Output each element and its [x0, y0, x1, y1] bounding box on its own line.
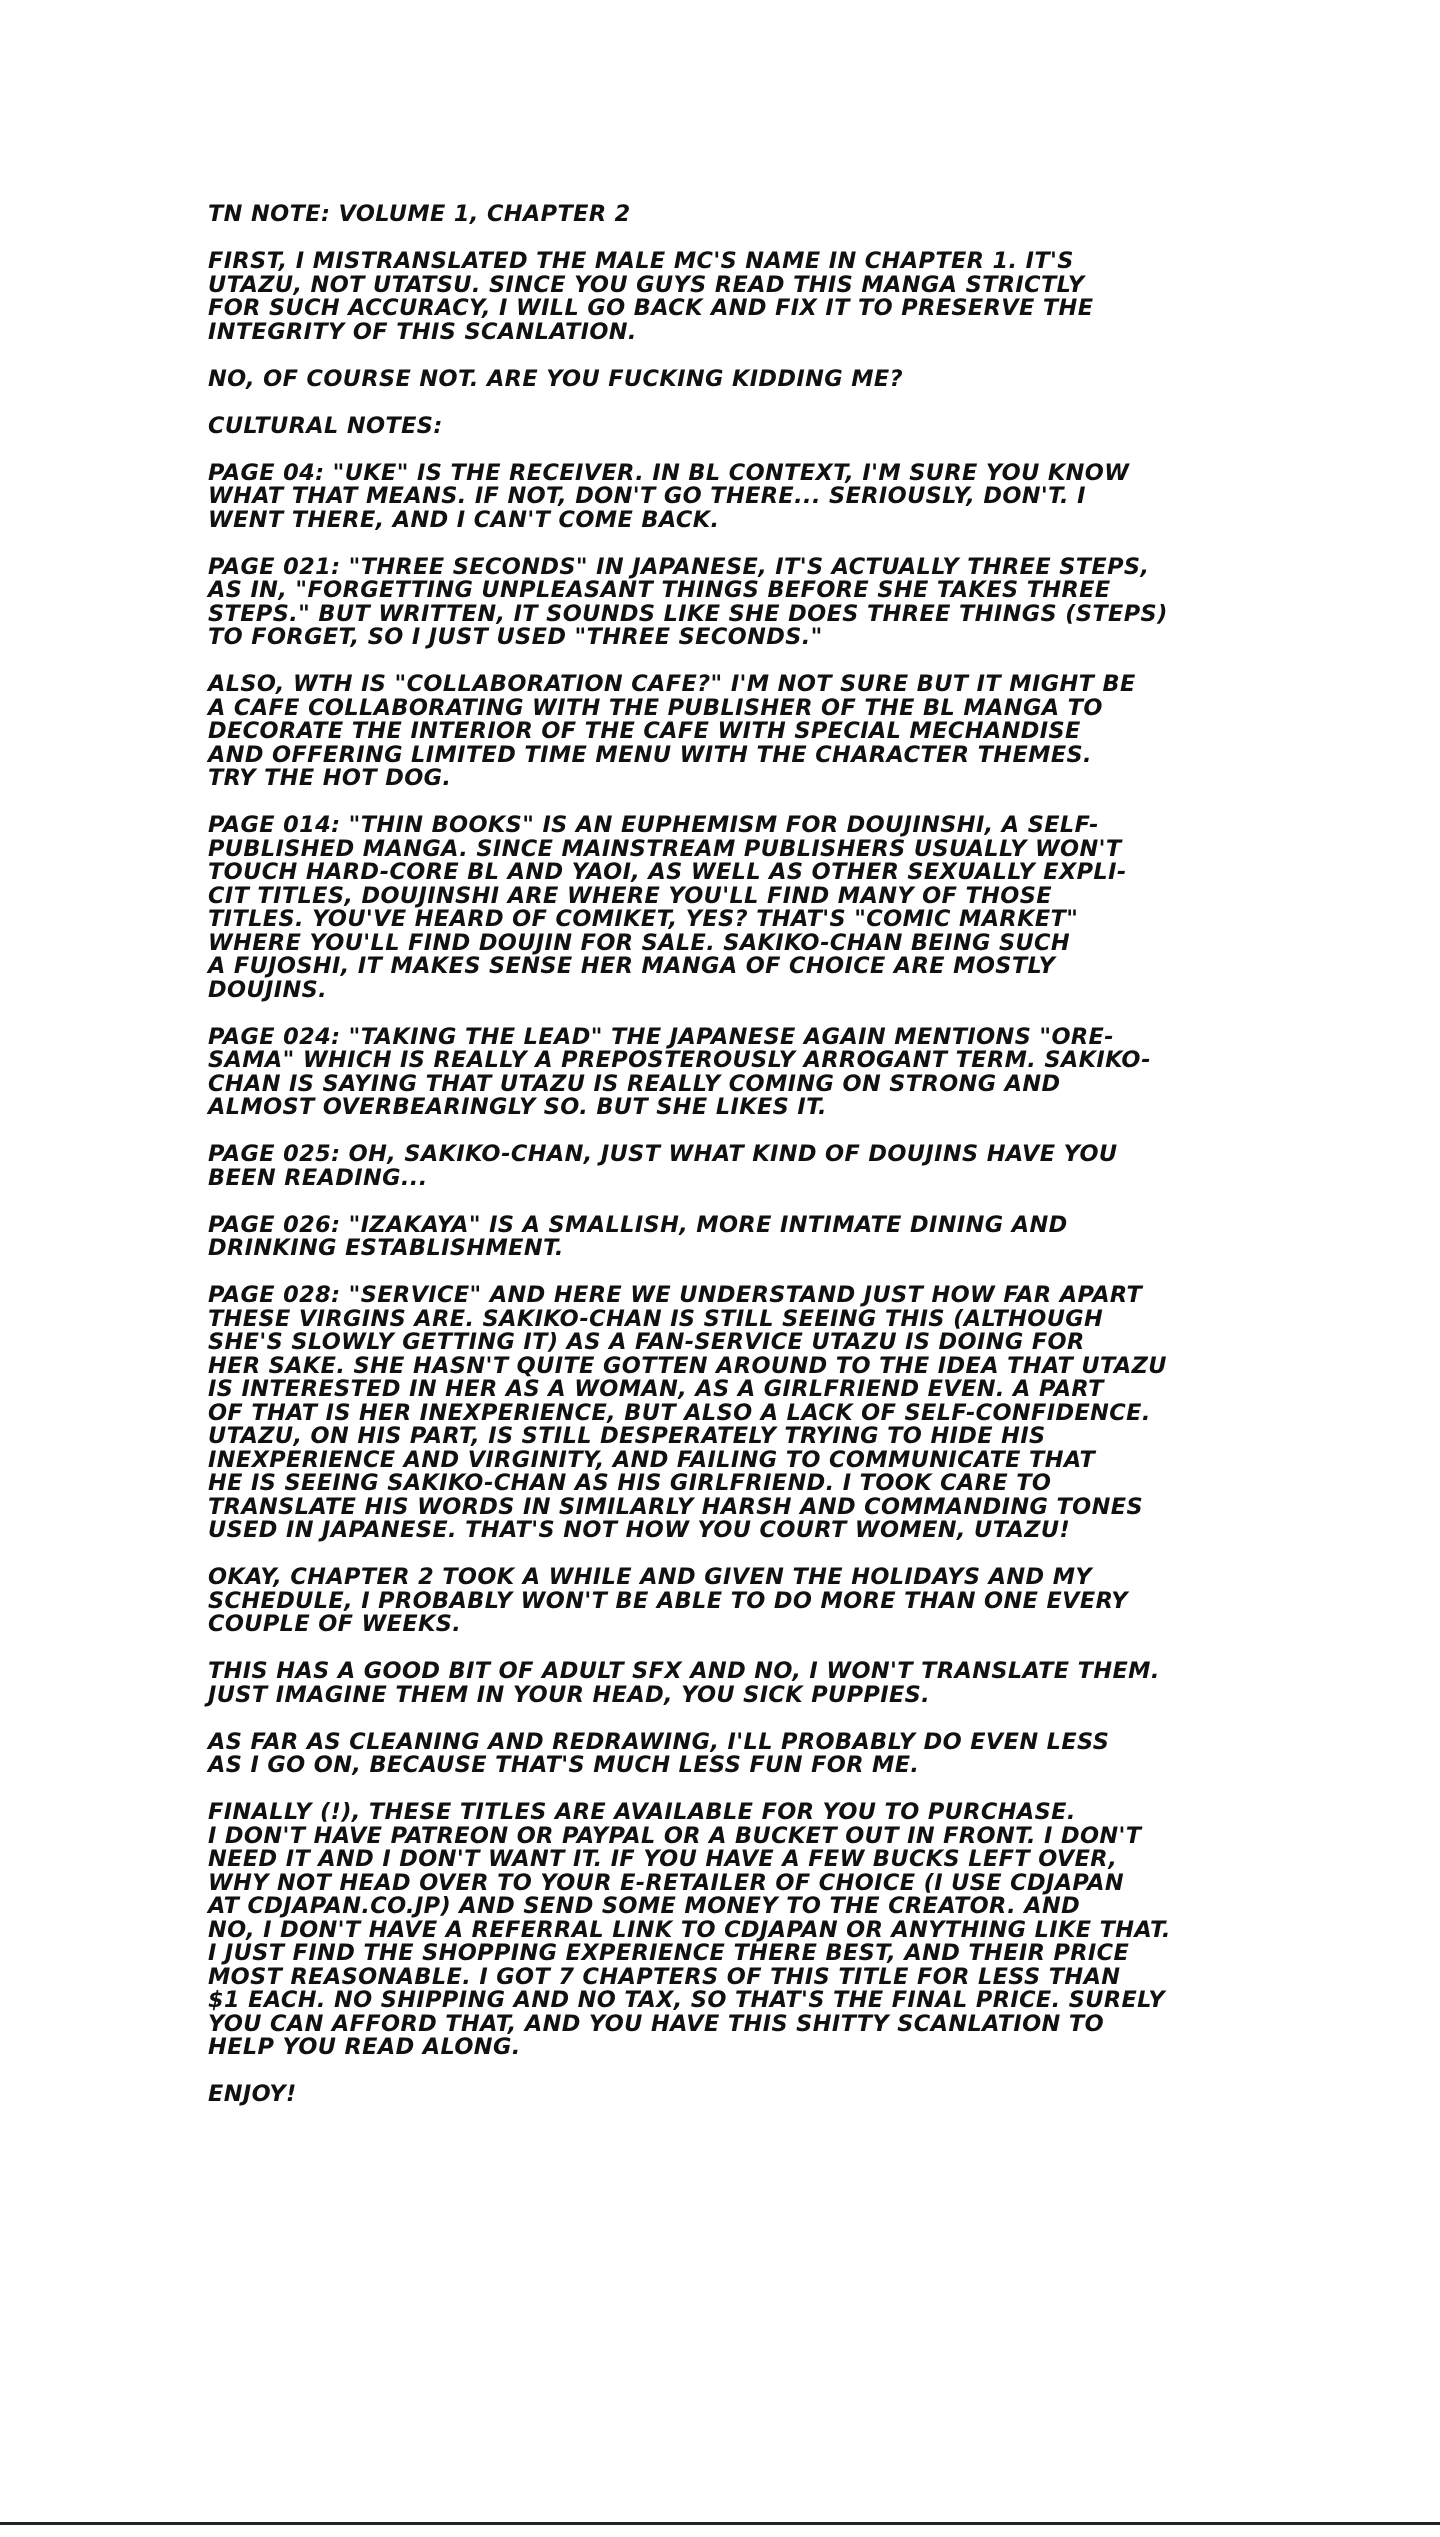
note-paragraph: [208, 1211, 1338, 1261]
note-line: TOUCH HARD-CORE BL AND YAOI, AS WELL AS OTHER SEXUALLY EXPLI-: [208, 859, 1127, 885]
note-line: ALSO, WTH IS "COLLABORATION CAFE?" I'M NOT SURE BUT IT MIGHT BE: [208, 671, 1136, 697]
note-line: PAGE 026: "IZAKAYA" IS A SMALLISH, MORE INTIMATE DINING AND: [208, 1211, 1068, 1238]
note-line: AS I GO ON, BECAUSE THAT'S MUCH LESS FUN FOR ME.: [208, 1752, 920, 1778]
note-line: PAGE 024: "TAKING THE LEAD" THE JAPANESE AGAIN MENTIONS "ORE-: [208, 1023, 1114, 1050]
note-line: I JUST FIND THE SHOPPING EXPERIENCE THERE BEST, AND THEIR PRICE: [208, 1940, 1130, 1966]
note-line: USED IN JAPANESE. THAT'S NOT HOW YOU COURT WOMEN, UTAZU!: [208, 1517, 1071, 1543]
note-paragraph: [208, 1284, 1338, 1543]
note-line: AS FAR AS CLEANING AND REDRAWING, I'LL PROBABLY DO EVEN LESS: [208, 1728, 1110, 1755]
note-line: A CAFE COLLABORATING WITH THE PUBLISHER OF THE BL MANGA TO: [208, 694, 1103, 721]
note-line: WHY NOT HEAD OVER TO YOUR E-RETAILER OF CHOICE (I USE CDJAPAN: [208, 1869, 1125, 1896]
note-line: HER SAKE. SHE HASN'T QUITE GOTTEN AROUND TO THE IDEA THAT UTAZU: [208, 1352, 1167, 1379]
note-line: ALMOST OVERBEARINGLY SO. BUT SHE LIKES IT.: [208, 1094, 827, 1120]
note-line: JUST IMAGINE THEM IN YOUR HEAD, YOU SICK PUPPIES.: [208, 1681, 931, 1708]
note-line: ENJOY!: [208, 2081, 297, 2107]
note-paragraph: [208, 2083, 1338, 2107]
note-line: UTAZU, ON HIS PART, IS STILL DESPERATELY TRYING TO HIDE HIS: [208, 1423, 1046, 1449]
note-paragraph: [208, 365, 1338, 392]
note-paragraph: [208, 1728, 1338, 1778]
note-line: TO FORGET, SO I JUST USED "THREE SECONDS.": [208, 624, 823, 650]
note-line: INEXPERIENCE AND VIRGINITY, AND FAILING TO COMMUNICATE THAT: [208, 1446, 1096, 1473]
note-line: AS IN, "FORGETTING UNPLEASANT THINGS BEFORE SHE TAKES THREE: [208, 577, 1111, 603]
note-line: $1 EACH. NO SHIPPING AND NO TAX, SO THAT'S THE FINAL PRICE. SURELY: [208, 1987, 1165, 2013]
note-line: CIT TITLES, DOUJINSHI ARE WHERE YOU'LL FIND MANY OF THOSE: [208, 882, 1052, 909]
note-line: INTEGRITY OF THIS SCANLATION.: [208, 318, 637, 345]
note-line: SCHEDULE, I PROBABLY WON'T BE ABLE TO DO MORE THAN ONE EVERY: [208, 1587, 1128, 1614]
note-line: DRINKING ESTABLISHMENT.: [208, 1235, 564, 1261]
note-line: MOST REASONABLE. I GOT 7 CHAPTERS OF THIS TITLE FOR LESS THAN: [208, 1963, 1121, 1990]
note-line: CULTURAL NOTES:: [208, 412, 443, 439]
note-paragraph: [208, 814, 1338, 1002]
note-line: WHERE YOU'LL FIND DOUJIN FOR SALE. SAKIKO-CHAN BEING SUCH: [208, 929, 1071, 956]
note-title: [208, 203, 1338, 227]
note-line: STEPS." BUT WRITTEN, IT SOUNDS LIKE SHE DOES THREE THINGS (STEPS): [208, 600, 1168, 627]
note-line: IS INTERESTED IN HER AS A WOMAN, AS A GIRLFRIEND EVEN. A PART: [208, 1376, 1104, 1402]
note-paragraph: [208, 459, 1338, 533]
note-line: AT CDJAPAN.CO.JP) AND SEND SOME MONEY TO THE CREATOR. AND: [208, 1893, 1081, 1919]
note-line: CHAN IS SAYING THAT UTAZU IS REALLY COMING ON STRONG AND: [208, 1070, 1061, 1097]
note-line: OKAY, CHAPTER 2 TOOK A WHILE AND GIVEN THE HOLIDAYS AND MY: [208, 1564, 1092, 1590]
note-line: DOUJINS.: [208, 976, 328, 1003]
note-line: WHAT THAT MEANS. IF NOT, DON'T GO THERE... SERIOUSLY, DON'T. I: [208, 483, 1086, 509]
note-line: FOR SUCH ACCURACY, I WILL GO BACK AND FIX IT TO PRESERVE THE: [208, 295, 1094, 321]
note-paragraph: [208, 1023, 1338, 1120]
note-line: AND OFFERING LIMITED TIME MENU WITH THE CHARACTER THEMES.: [208, 741, 1092, 768]
note-line: NO, I DON'T HAVE A REFERRAL LINK TO CDJAPAN OR ANYTHING LIKE THAT.: [208, 1916, 1171, 1943]
note-line: PAGE 014: "THIN BOOKS" IS AN EUPHEMISM FOR DOUJINSHI, A SELF-: [208, 812, 1099, 838]
note-line: BEEN READING...: [208, 1164, 428, 1191]
note-line: COUPLE OF WEEKS.: [208, 1611, 462, 1637]
note-line: UTAZU, NOT UTATSU. SINCE YOU GUYS READ THIS MANGA STRICTLY: [208, 271, 1085, 298]
note-line: SAMA" WHICH IS REALLY A PREPOSTEROUSLY ARROGANT TERM. SAKIKO-: [208, 1047, 1151, 1073]
note-paragraph: [208, 1566, 1338, 1637]
note-paragraph: [208, 1143, 1338, 1190]
note-line: DECORATE THE INTERIOR OF THE CAFE WITH SPECIAL MECHANDISE: [208, 718, 1081, 744]
note-line: YOU CAN AFFORD THAT, AND YOU HAVE THIS SHITTY SCANLATION TO: [208, 2010, 1104, 2037]
note-line: PAGE 021: "THREE SECONDS" IN JAPANESE, IT'S ACTUALLY THREE STEPS,: [208, 553, 1150, 580]
note-line: NEED IT AND I DON'T WANT IT. IF YOU HAVE A FEW BUCKS LEFT OVER,: [208, 1846, 1118, 1872]
note-line: TITLES. YOU'VE HEARD OF COMIKET, YES? THAT'S "COMIC MARKET": [208, 906, 1079, 932]
note-line: PAGE 028: "SERVICE" AND HERE WE UNDERSTAND JUST HOW FAR APART: [208, 1282, 1143, 1308]
note-line: TRY THE HOT DOG.: [208, 765, 452, 791]
note-paragraph: [208, 673, 1338, 791]
note-line: FIRST, I MISTRANSLATED THE MALE MC'S NAME IN CHAPTER 1. IT'S: [208, 248, 1074, 274]
note-line: FINALLY (!), THESE TITLES ARE AVAILABLE FOR YOU TO PURCHASE.: [208, 1799, 1076, 1825]
note-line: I DON'T HAVE PATREON OR PAYPAL OR A BUCKET OUT IN FRONT. I DON'T: [208, 1822, 1142, 1849]
note-paragraph: [208, 412, 1338, 439]
note-line: HE IS SEEING SAKIKO-CHAN AS HIS GIRLFRIEND. I TOOK CARE TO: [208, 1470, 1052, 1496]
note-line: THIS HAS A GOOD BIT OF ADULT SFX AND NO, I WON'T TRANSLATE THEM.: [208, 1658, 1160, 1684]
note-line: OF THAT IS HER INEXPERIENCE, BUT ALSO A LACK OF SELF-CONFIDENCE.: [208, 1399, 1151, 1426]
note-line: WENT THERE, AND I CAN'T COME BACK.: [208, 506, 720, 533]
note-line: PAGE 04: "UKE" IS THE RECEIVER. IN BL CONTEXT, I'M SURE YOU KNOW: [208, 459, 1130, 486]
note-paragraph: [208, 1801, 1338, 2060]
note-line: SHE'S SLOWLY GETTING IT) AS A FAN-SERVICE UTAZU IS DOING FOR: [208, 1329, 1085, 1355]
note-line: PUBLISHED MANGA. SINCE MAINSTREAM PUBLISHERS USUALLY WON'T: [208, 835, 1122, 862]
note-line: TRANSLATE HIS WORDS IN SIMILARLY HARSH AND COMMANDING TONES: [208, 1493, 1143, 1520]
note-paragraph: [208, 553, 1338, 650]
note-title-text: TN NOTE: VOLUME 1, CHAPTER 2: [208, 201, 631, 227]
note-paragraph: [208, 250, 1338, 344]
note-paragraph: [208, 1660, 1338, 1707]
note-line: THESE VIRGINS ARE. SAKIKO-CHAN IS STILL SEEING THIS (ALTHOUGH: [208, 1305, 1104, 1332]
note-line: A FUJOSHI, IT MAKES SENSE HER MANGA OF CHOICE ARE MOSTLY: [208, 953, 1056, 979]
note-line: PAGE 025: OH, SAKIKO-CHAN, JUST WHAT KIND OF DOUJINS HAVE YOU: [208, 1141, 1118, 1167]
note-line: HELP YOU READ ALONG.: [208, 2034, 521, 2060]
note-line: NO, OF COURSE NOT. ARE YOU FUCKING KIDDING ME?: [208, 365, 904, 392]
page-bottom-border: [0, 2522, 1440, 2525]
translator-note: [208, 203, 1338, 2130]
